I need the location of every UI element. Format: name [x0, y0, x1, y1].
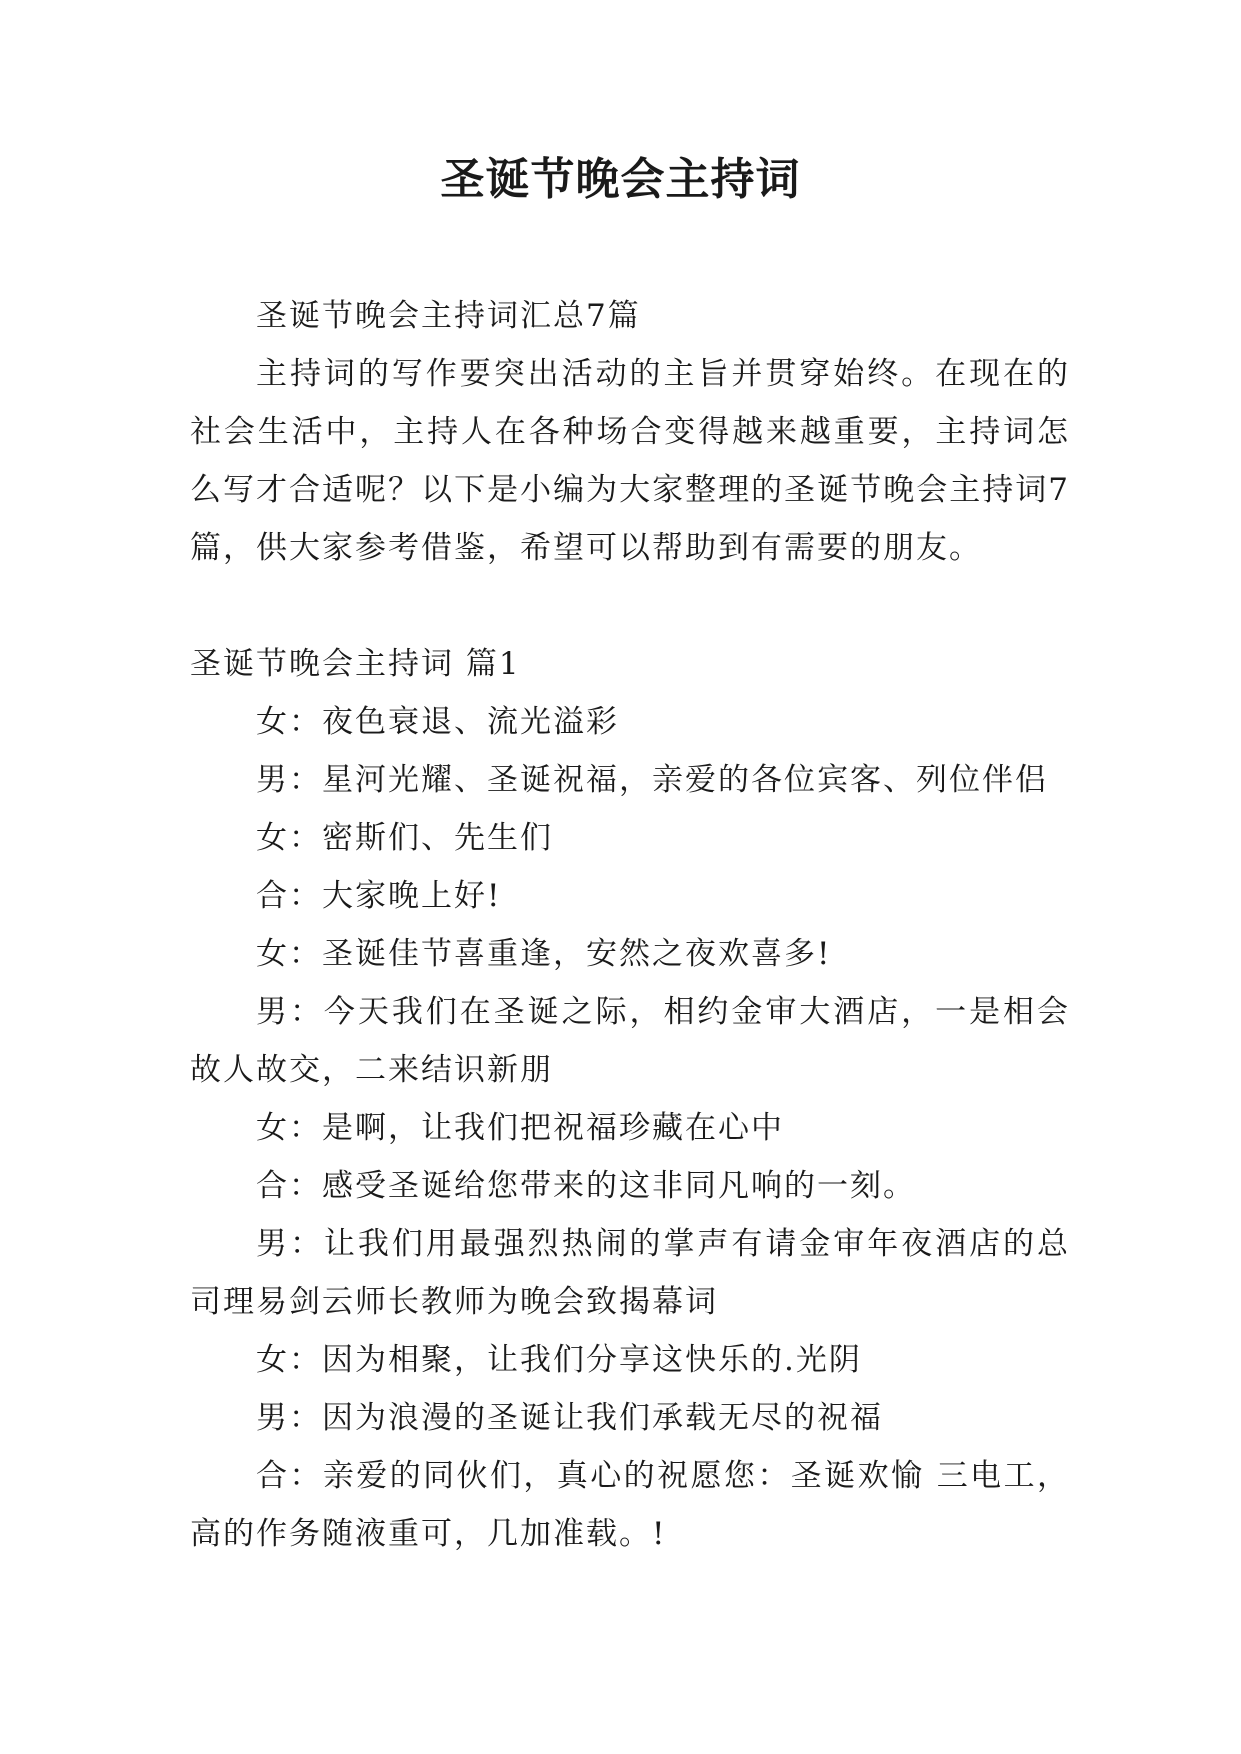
summary-line: 圣诞节晚会主持词汇总7篇 — [256, 298, 641, 334]
section-heading: 圣诞节晚会主持词 篇1 — [190, 646, 521, 682]
document-title: 圣诞节晚会主持词 — [440, 154, 801, 205]
dialogue-line: 男：今天我们在圣诞之际，相约金审大酒店，一是相会故人故交，二来结识新朋 — [190, 994, 1070, 1088]
dialogue-line: 合：亲爱的同伙们，真心的祝愿您：圣诞欢愉 三电工，高的作务随液重可，几加准载。! — [190, 1458, 1070, 1552]
dialogue-line: 合：感受圣诞给您带来的这非同凡响的一刻。 — [256, 1168, 916, 1204]
dialogue-line: 男：让我们用最强烈热闹的掌声有请金审年夜酒店的总司理易剑云师长教师为晚会致揭幕词 — [190, 1226, 1070, 1320]
dialogue-line: 女：夜色衰退、流光溢彩 — [256, 704, 619, 740]
dialogue-line: 男：因为浪漫的圣诞让我们承载无尽的祝福 — [256, 1400, 883, 1436]
dialogue-line: 女：因为相聚，让我们分享这快乐的.光阴 — [256, 1342, 862, 1378]
dialogue-line: 合：大家晚上好! — [256, 878, 502, 914]
dialogue-line: 女：圣诞佳节喜重逢，安然之夜欢喜多! — [256, 936, 832, 972]
paragraph-gap — [190, 577, 1070, 635]
document-body — [190, 287, 1070, 1563]
dialogue-line: 女：是啊，让我们把祝福珍藏在心中 — [256, 1110, 784, 1146]
intro-paragraph: 主持词的写作要突出活动的主旨并贯穿始终。在现在的社会生活中，主持人在各种场合变得越来越重要，主持词怎么写才合适呢？以下是小编为大家整理的圣诞节晚会主持词7篇，供大家参考借鉴，希望可以帮助到有需要的朋友。 — [190, 356, 1070, 566]
dialogue-line: 女：密斯们、先生们 — [256, 820, 553, 856]
dialogue-line: 男：星河光耀、圣诞祝福，亲爱的各位宾客、列位伴侣 — [256, 762, 1048, 798]
